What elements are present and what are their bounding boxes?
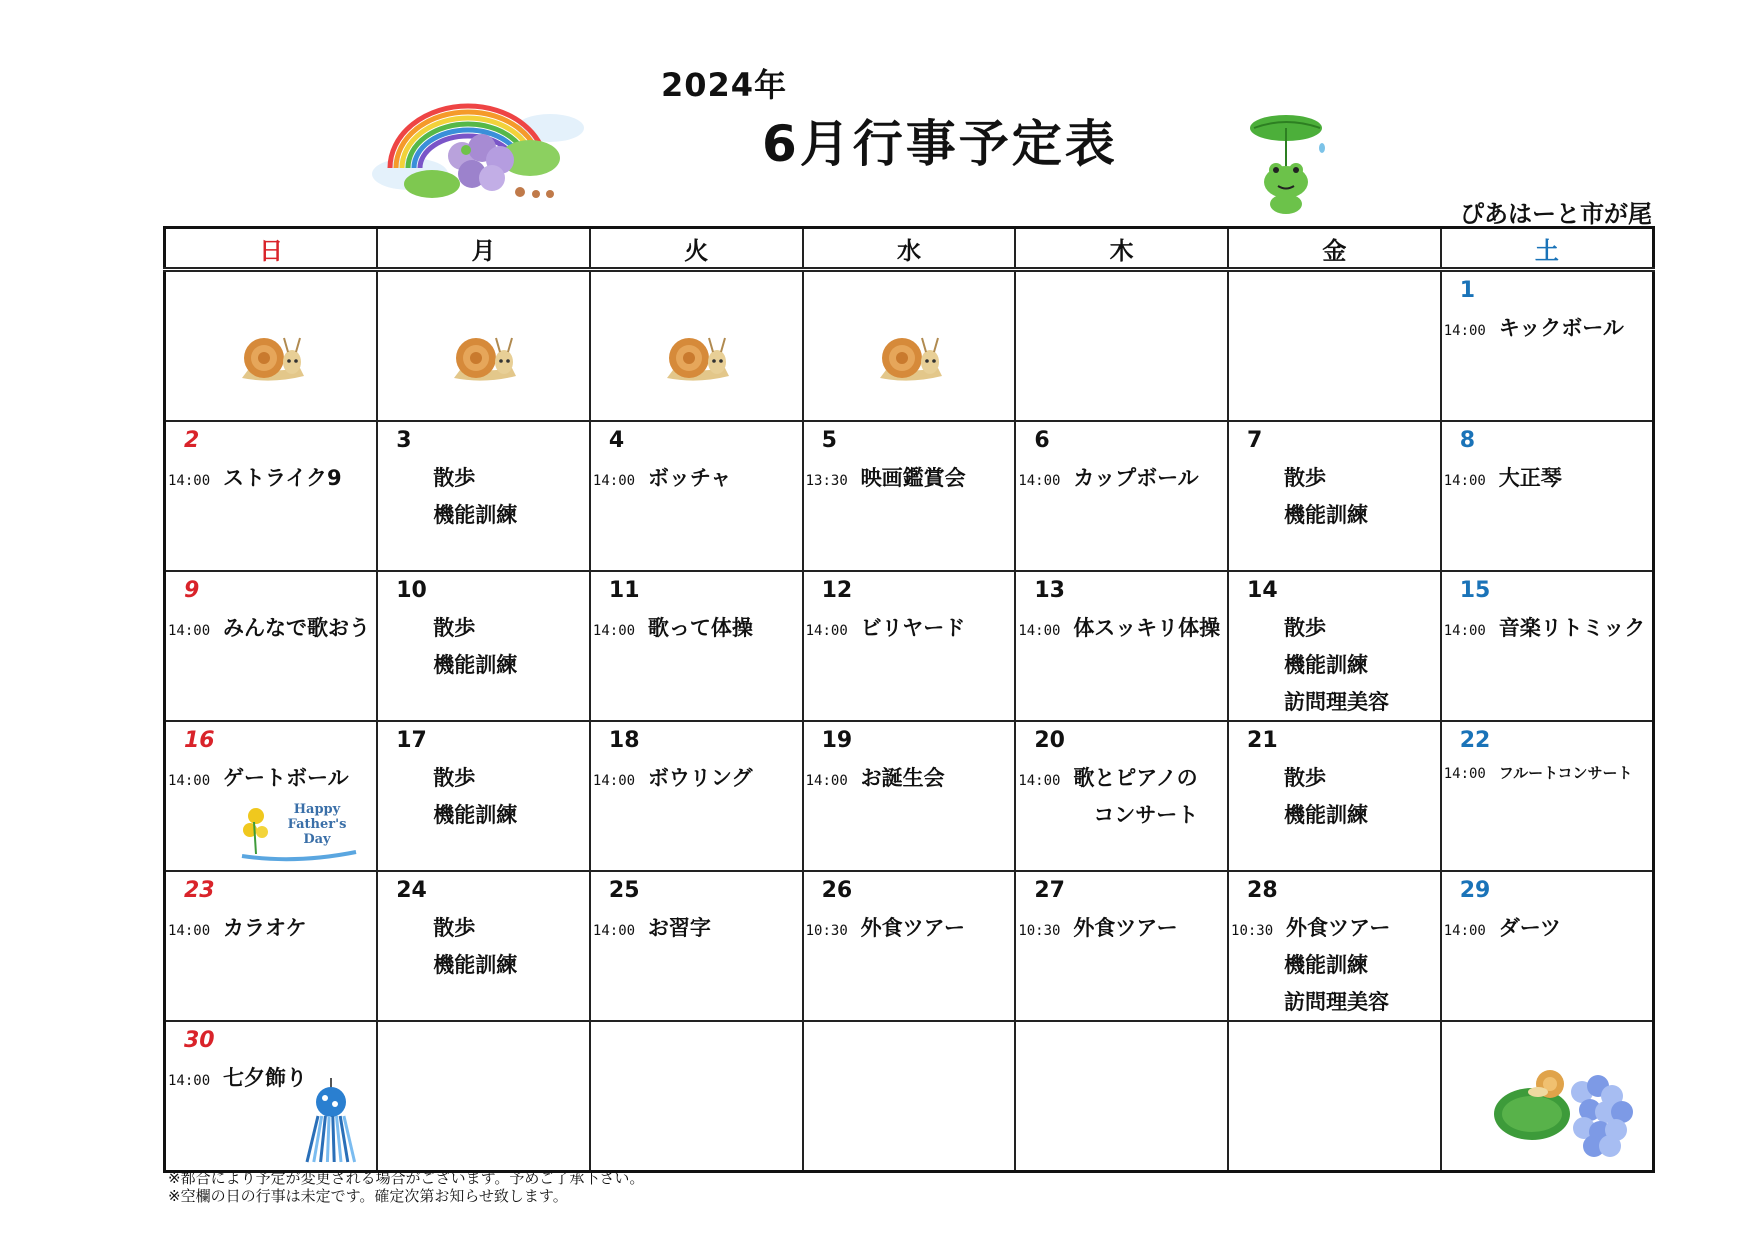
day-cell-mon <box>377 571 590 721</box>
event-name: みんなで歌おう <box>223 616 370 640</box>
event-name: 歌とピアノの <box>1073 766 1198 790</box>
event-name: 音楽リトミック <box>1498 616 1646 640</box>
event-name: 散歩 <box>433 766 476 790</box>
day-cell-tue <box>590 1021 803 1172</box>
day-cell-sun <box>165 871 378 1021</box>
event-list <box>593 762 800 799</box>
day-number: 12 <box>821 578 853 603</box>
event-list <box>1018 912 1225 949</box>
event-name: 散歩 <box>1284 616 1327 640</box>
event-list <box>1444 312 1650 349</box>
event-name: 機能訓練 <box>1284 653 1369 677</box>
event-item <box>380 762 587 799</box>
event-time: 14:00 <box>168 1073 211 1089</box>
event-list <box>380 762 587 836</box>
event-time: 14:00 <box>1018 773 1061 789</box>
day-cell-wed <box>803 1021 1016 1172</box>
day-number: 23 <box>184 878 215 903</box>
day-cell-tue <box>590 270 803 422</box>
day-cell-thu <box>1015 571 1228 721</box>
day-cell-wed <box>803 270 1016 422</box>
event-time: 14:00 <box>168 923 211 939</box>
event-item <box>1018 462 1225 499</box>
event-item <box>806 462 1013 499</box>
event-item <box>380 499 587 536</box>
event-time: 14:00 <box>1443 923 1486 939</box>
event-name: 歌って体操 <box>647 616 753 640</box>
day-number: 4 <box>608 428 625 453</box>
week-row <box>165 1021 1654 1172</box>
week-row <box>165 421 1654 571</box>
day-number: 6 <box>1034 428 1050 453</box>
day-number: 19 <box>821 728 853 753</box>
event-name: コンサート <box>1093 803 1199 827</box>
event-list <box>806 612 1013 649</box>
event-name: ボウリング <box>647 766 753 790</box>
day-number: 27 <box>1034 878 1065 903</box>
year-label: 2024年 <box>661 66 788 104</box>
event-name: 体スッキリ体操 <box>1073 616 1221 640</box>
day-number: 15 <box>1459 578 1491 603</box>
event-list <box>168 612 374 649</box>
weekday-header-row <box>165 228 1654 270</box>
event-name: 散歩 <box>1284 766 1327 790</box>
footnote-schedule-change: ※都合により予定が変更される場合がございます。予めご了承下さい。 <box>168 1169 645 1187</box>
event-list <box>1444 912 1650 949</box>
fathers-day-icon <box>236 802 362 864</box>
event-item <box>593 762 800 799</box>
day-cell-fri <box>1228 871 1441 1021</box>
weekday-header-thu: 木 <box>1015 228 1228 270</box>
event-item <box>168 462 374 499</box>
event-time: 10:30 <box>1231 923 1274 939</box>
event-item <box>380 799 587 836</box>
event-time: 14:00 <box>1443 623 1486 639</box>
day-cell-mon <box>377 421 590 571</box>
event-name: カラオケ <box>223 916 307 940</box>
week-row <box>165 571 1654 721</box>
event-item <box>1231 799 1438 836</box>
week-row <box>165 721 1654 871</box>
day-number: 30 <box>184 1028 215 1053</box>
day-number: 7 <box>1247 428 1263 453</box>
day-cell-wed <box>803 721 1016 871</box>
day-cell-mon <box>377 721 590 871</box>
event-list <box>168 762 374 799</box>
weekday-header-mon: 月 <box>377 228 590 270</box>
day-cell-wed <box>803 871 1016 1021</box>
snail-icon <box>876 332 946 388</box>
snail-icon <box>450 332 520 388</box>
event-name: 外食ツアー <box>860 916 965 940</box>
badge-line: Day <box>303 832 331 847</box>
day-cell-sat <box>1441 871 1654 1021</box>
event-name: フルートコンサート <box>1498 764 1633 782</box>
event-time: 14:00 <box>805 623 848 639</box>
day-cell-wed <box>803 421 1016 571</box>
day-cell-thu <box>1015 721 1228 871</box>
event-item <box>806 612 1013 649</box>
event-name: ビリヤード <box>860 616 966 640</box>
event-name: 訪問理美容 <box>1284 990 1390 1014</box>
weekday-header-sat: 土 <box>1441 228 1654 270</box>
day-cell-sat <box>1441 1021 1654 1172</box>
event-list <box>806 912 1013 949</box>
snail-icon <box>663 332 733 388</box>
event-list <box>1018 762 1225 836</box>
day-cell-sun <box>165 721 378 871</box>
event-time: 14:00 <box>168 623 211 639</box>
day-number: 29 <box>1459 878 1491 903</box>
event-item <box>593 462 800 499</box>
day-cell-sun <box>165 421 378 571</box>
day-cell-mon <box>377 871 590 1021</box>
event-item <box>1231 612 1438 649</box>
day-number: 16 <box>184 728 215 753</box>
event-item <box>380 912 587 949</box>
day-cell-sun <box>165 571 378 721</box>
rainbow-hydrangea-icon <box>370 96 630 206</box>
event-list <box>1231 912 1438 1023</box>
tanabata-lantern-icon <box>301 1078 361 1168</box>
weekday-header-fri: 金 <box>1228 228 1441 270</box>
day-cell-fri <box>1228 421 1441 571</box>
event-time: 13:30 <box>805 473 848 489</box>
event-name: ボッチャ <box>647 466 732 490</box>
event-item <box>593 612 800 649</box>
event-time: 14:00 <box>592 623 636 639</box>
day-number: 9 <box>184 578 200 603</box>
event-item <box>380 612 587 649</box>
event-name: 大正琴 <box>1498 466 1562 490</box>
event-list <box>1231 762 1438 836</box>
event-time: 10:30 <box>1018 923 1061 939</box>
fathers-day-badge-text <box>272 802 362 847</box>
event-list <box>168 912 374 949</box>
event-time: 14:00 <box>592 923 636 939</box>
day-number: 20 <box>1034 728 1065 753</box>
event-item <box>1444 912 1650 949</box>
footnote-blank-days: ※空欄の日の行事は未定です。確定次第お知らせ致します。 <box>168 1187 568 1205</box>
day-cell-sat <box>1441 721 1654 871</box>
event-name: 機能訓練 <box>1284 503 1369 527</box>
event-name: 外食ツアー <box>1073 916 1178 940</box>
event-item <box>1231 949 1438 986</box>
event-list <box>1231 462 1438 536</box>
event-item <box>806 912 1013 949</box>
event-name: キックボール <box>1498 316 1624 340</box>
week-row <box>165 871 1654 1021</box>
day-number: 25 <box>608 878 640 903</box>
day-cell-thu <box>1015 871 1228 1021</box>
event-name: 機能訓練 <box>1284 803 1369 827</box>
event-name: カップボール <box>1073 466 1199 490</box>
footnotes <box>168 1169 644 1205</box>
event-name: 散歩 <box>433 466 476 490</box>
event-item <box>1018 912 1225 949</box>
day-number: 18 <box>608 728 640 753</box>
event-item <box>593 912 800 949</box>
event-name: ダーツ <box>1498 916 1561 940</box>
calendar-body <box>165 270 1654 1172</box>
day-number: 22 <box>1459 728 1491 753</box>
weekday-header-tue: 火 <box>590 228 803 270</box>
day-cell-thu <box>1015 1021 1228 1172</box>
event-name: ゲートボール <box>223 766 349 790</box>
event-item <box>168 912 374 949</box>
day-number: 14 <box>1247 578 1278 603</box>
event-time: 14:00 <box>1443 323 1486 339</box>
event-name: 散歩 <box>433 916 476 940</box>
event-name: ストライク9 <box>223 466 342 490</box>
event-item <box>1444 462 1650 499</box>
event-item <box>380 462 587 499</box>
day-number: 10 <box>396 578 427 603</box>
day-number: 24 <box>396 878 427 903</box>
day-cell-mon <box>377 270 590 422</box>
day-cell-sat <box>1441 270 1654 422</box>
weekday-header-sun: 日 <box>165 228 378 270</box>
event-name: 七夕飾り <box>223 1066 307 1090</box>
organization-name: ぴあはーと市が尾 <box>1460 200 1652 228</box>
snail-icon <box>238 332 308 388</box>
day-cell-sun <box>165 1021 378 1172</box>
event-list <box>380 912 587 986</box>
event-item <box>806 762 1013 799</box>
hydrangea-snail-icon <box>1492 1062 1642 1162</box>
event-time: 14:00 <box>592 473 636 489</box>
event-time: 14:00 <box>592 773 636 789</box>
event-item <box>1231 762 1438 799</box>
day-number: 26 <box>821 878 853 903</box>
event-item <box>1231 649 1438 686</box>
event-list <box>806 762 1013 799</box>
event-list <box>1018 612 1225 649</box>
day-cell-fri <box>1228 571 1441 721</box>
day-cell-tue <box>590 871 803 1021</box>
day-cell-sun <box>165 270 378 422</box>
event-name: 機能訓練 <box>433 503 518 527</box>
day-number: 21 <box>1247 728 1278 753</box>
event-item <box>168 612 374 649</box>
event-name: 機能訓練 <box>433 953 518 977</box>
week-row <box>165 270 1654 422</box>
page-title: 6月行事予定表 <box>762 115 1118 173</box>
event-item <box>1231 686 1438 723</box>
event-item <box>1231 462 1438 499</box>
frog-umbrella-icon <box>1244 112 1334 216</box>
event-name: お誕生会 <box>860 766 945 790</box>
event-list <box>1444 612 1650 649</box>
day-number: 17 <box>396 728 427 753</box>
event-list <box>1018 462 1225 499</box>
badge-line: Happy <box>293 802 341 817</box>
event-name: 映画鑑賞会 <box>860 466 966 490</box>
day-number: 1 <box>1459 278 1476 303</box>
event-name: 散歩 <box>433 616 476 640</box>
event-list <box>593 612 800 649</box>
day-cell-wed <box>803 571 1016 721</box>
calendar-table <box>163 226 1655 1173</box>
day-cell-thu <box>1015 270 1228 422</box>
day-number: 28 <box>1247 878 1278 903</box>
event-list <box>168 462 374 499</box>
event-time: 14:00 <box>168 473 211 489</box>
event-item <box>1444 762 1650 799</box>
badge-line: Father's <box>287 817 347 832</box>
weekday-header-wed: 水 <box>803 228 1016 270</box>
event-time: 14:00 <box>168 773 211 789</box>
day-cell-fri <box>1228 721 1441 871</box>
day-cell-mon <box>377 1021 590 1172</box>
event-item <box>1231 912 1438 949</box>
event-name: お習字 <box>647 916 711 940</box>
event-item <box>1231 986 1438 1023</box>
event-list <box>806 462 1013 499</box>
day-cell-fri <box>1228 1021 1441 1172</box>
event-name: 散歩 <box>1284 466 1327 490</box>
event-item <box>380 649 587 686</box>
day-cell-sat <box>1441 571 1654 721</box>
day-cell-fri <box>1228 270 1441 422</box>
event-time: 14:00 <box>1018 623 1061 639</box>
day-cell-tue <box>590 571 803 721</box>
event-item <box>1018 762 1225 799</box>
event-time: 10:30 <box>805 923 848 939</box>
event-item <box>1231 499 1438 536</box>
day-number: 5 <box>821 428 837 453</box>
event-time: 14:00 <box>805 773 848 789</box>
day-number: 8 <box>1459 428 1476 453</box>
event-name: 訪問理美容 <box>1284 690 1390 714</box>
day-number: 13 <box>1034 578 1065 603</box>
event-list <box>593 912 800 949</box>
day-cell-tue <box>590 421 803 571</box>
event-list <box>380 462 587 536</box>
event-list <box>1444 462 1650 499</box>
day-number: 11 <box>608 578 640 603</box>
event-item <box>1444 612 1650 649</box>
event-item <box>1018 612 1225 649</box>
event-name: 機能訓練 <box>1284 953 1369 977</box>
day-number: 2 <box>184 428 200 453</box>
day-number: 3 <box>396 428 412 453</box>
event-time: 14:00 <box>1018 473 1061 489</box>
event-item <box>1018 799 1225 836</box>
event-time: 14:00 <box>1443 766 1486 782</box>
event-list <box>593 462 800 499</box>
day-cell-tue <box>590 721 803 871</box>
day-cell-thu <box>1015 421 1228 571</box>
event-name: 外食ツアー <box>1286 916 1391 940</box>
event-name: 機能訓練 <box>433 653 518 677</box>
day-cell-sat <box>1441 421 1654 571</box>
event-list <box>1444 762 1650 799</box>
event-time: 14:00 <box>1443 473 1486 489</box>
event-item <box>1444 312 1650 349</box>
event-list <box>380 612 587 686</box>
event-list <box>1231 612 1438 723</box>
event-name: 機能訓練 <box>433 803 518 827</box>
event-item <box>168 762 374 799</box>
event-item <box>380 949 587 986</box>
